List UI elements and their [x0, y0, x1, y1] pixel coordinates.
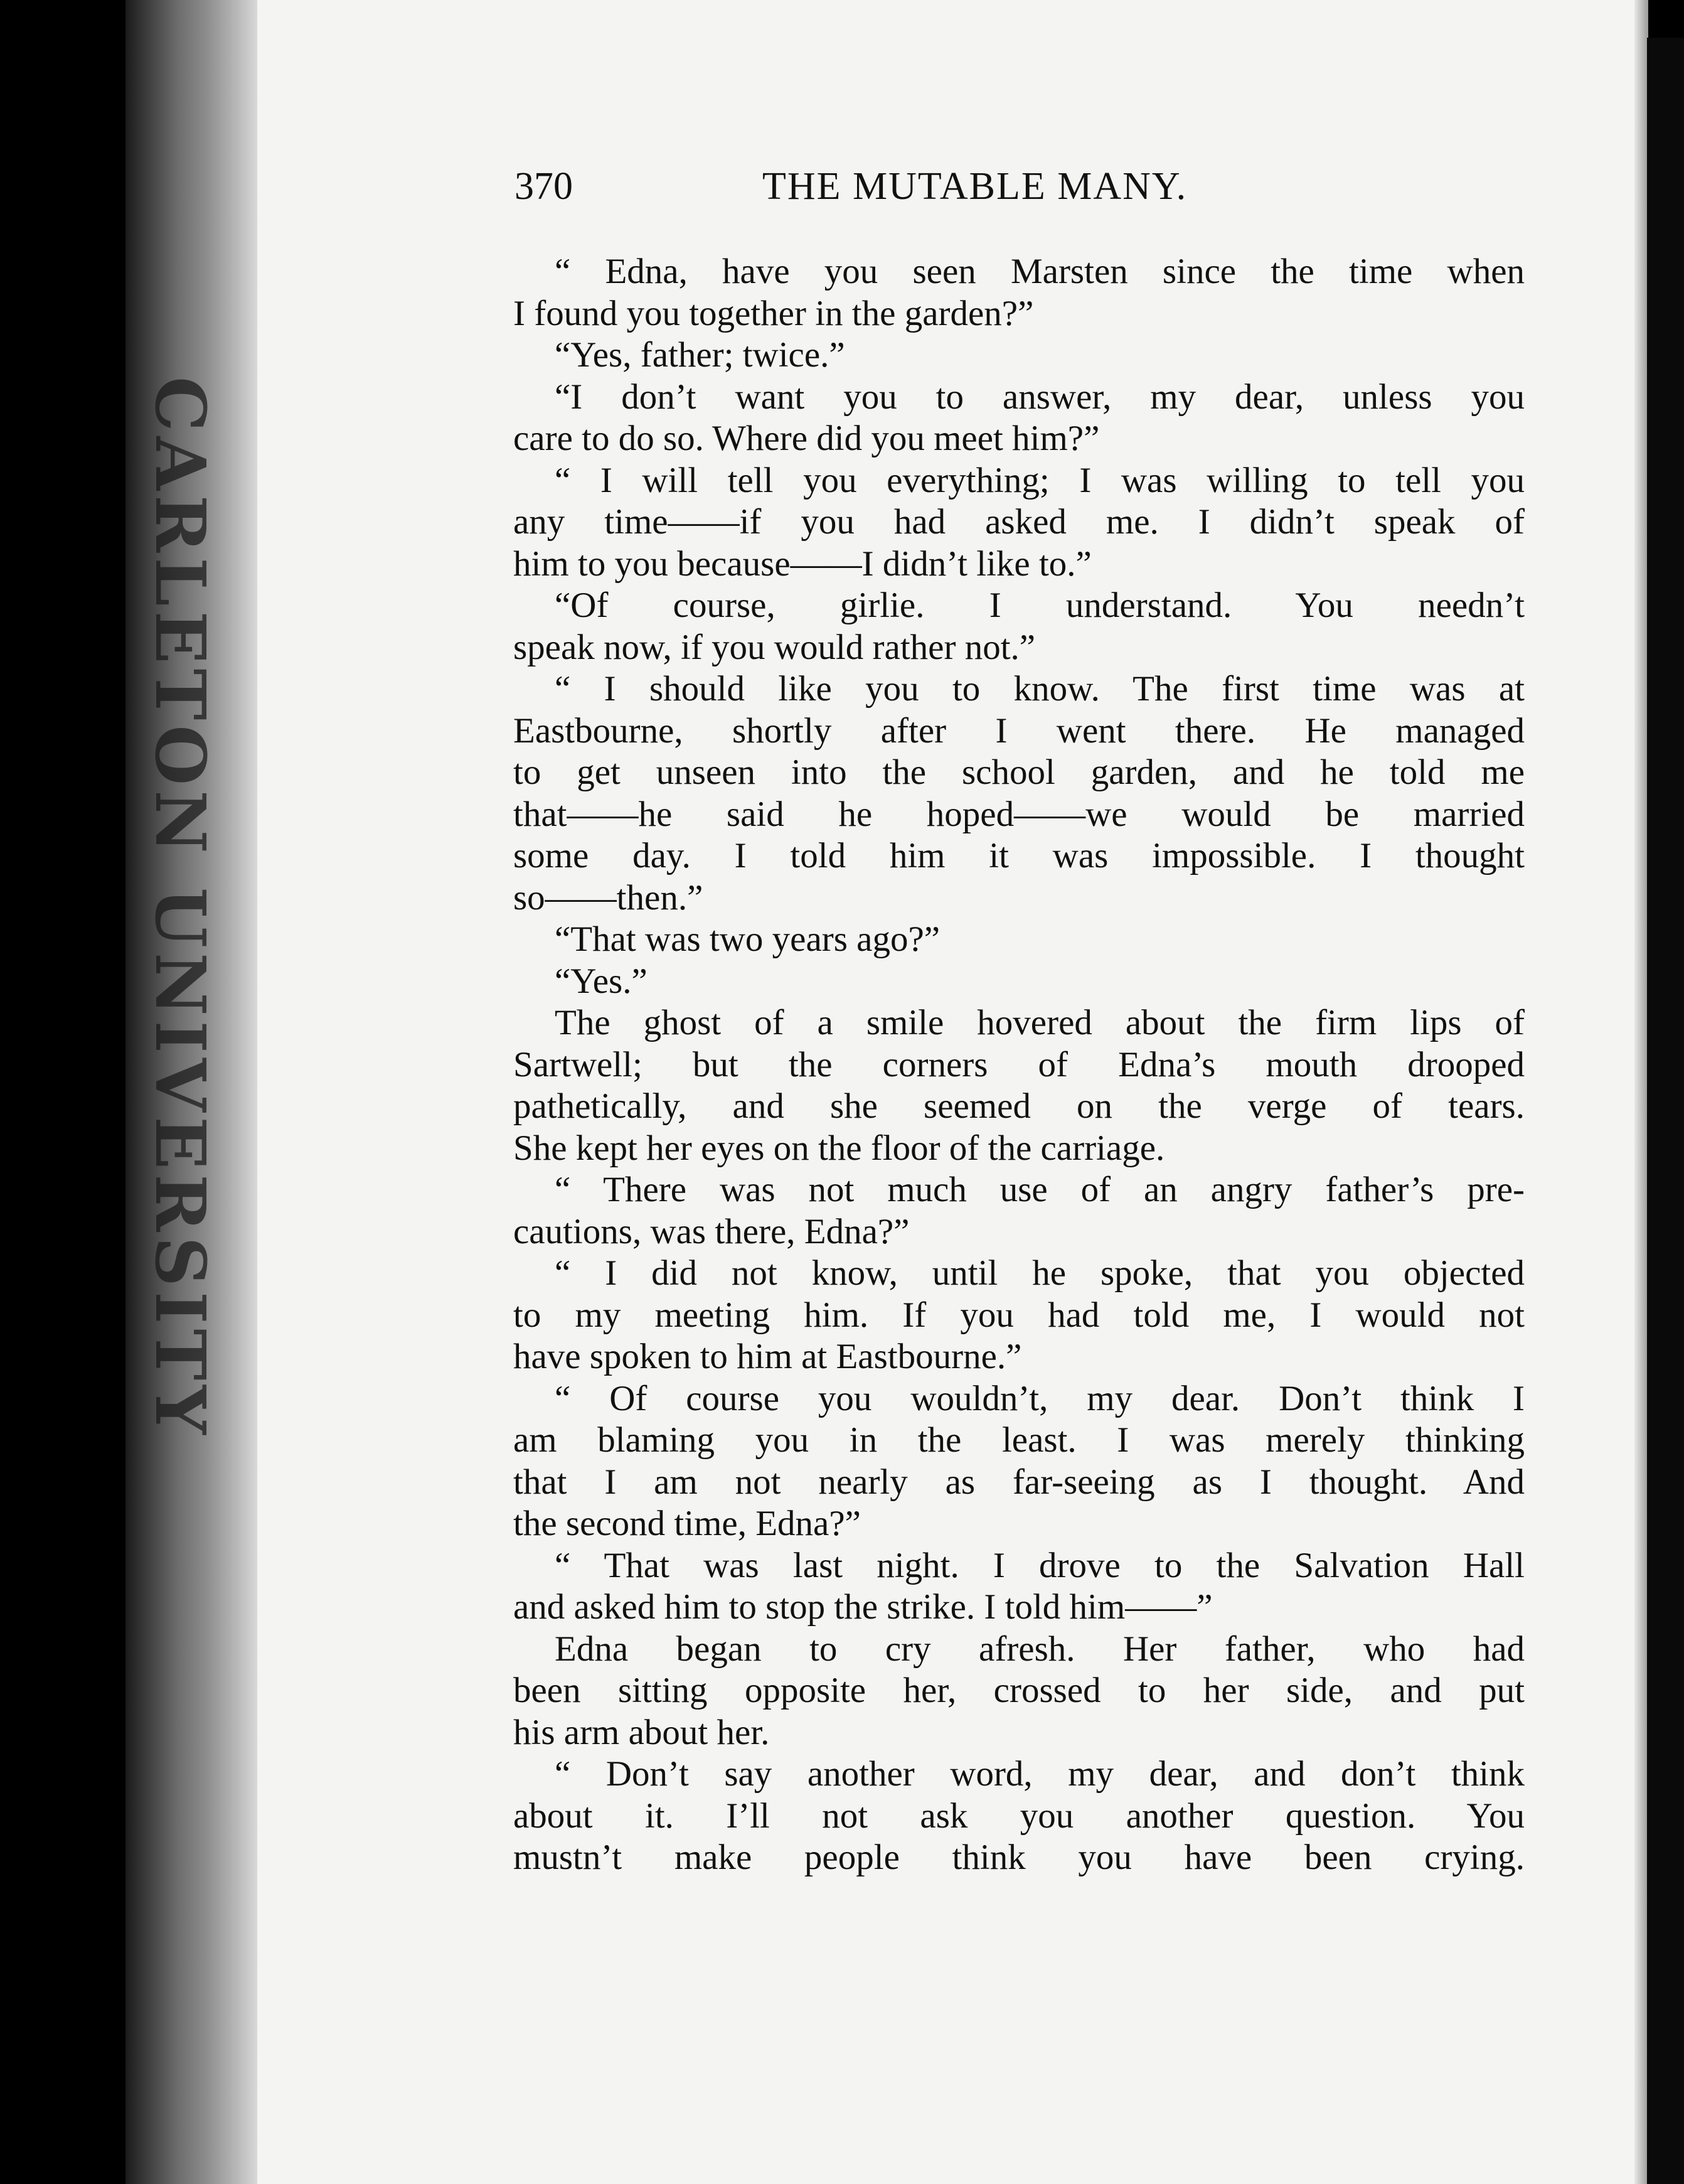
text-line: about it. I’ll not ask you another question. You: [513, 1796, 1525, 1836]
text-line: “Of course, girlie. I understand. You needn’t: [555, 586, 1525, 625]
text-line: some day. I told him it was impossible. I thought: [513, 836, 1525, 875]
text-line: that I am not nearly as far-seeing as I thought. And: [513, 1462, 1525, 1502]
text-line: “Yes.”: [555, 961, 647, 1001]
text-line: any time——if you had asked me. I didn’t speak of: [513, 502, 1525, 542]
text-line: have spoken to him at Eastbourne.”: [513, 1337, 1022, 1376]
text-line: so——then.”: [513, 877, 703, 918]
page-number: 370: [514, 165, 573, 208]
text-line: She kept her eyes on the floor of the carriage.: [513, 1128, 1165, 1168]
text-line: speak now, if you would rather not.”: [513, 627, 1036, 667]
scan-right-border: [1647, 38, 1684, 2184]
text-line: him to you because——I didn’t like to.”: [513, 543, 1092, 584]
text-line: been sitting opposite her, crossed to her side, and put: [513, 1671, 1525, 1710]
text-line: “That was two years ago?”: [555, 919, 941, 959]
text-line: to get unseen into the school garden, and he told me: [513, 752, 1525, 792]
text-line: “Yes, father; twice.”: [555, 335, 845, 375]
text-line: to my meeting him. If you had told me, I would not: [513, 1295, 1525, 1335]
text-line: “ I should like you to know. The first time was at: [555, 669, 1525, 709]
text-line: care to do so. Where did you meet him?”: [513, 419, 1100, 458]
page-header: [514, 164, 1525, 221]
text-line: “ Of course you wouldn’t, my dear. Don’t think I: [555, 1378, 1525, 1418]
text-line: The ghost of a smile hovered about the firm lips of: [555, 1003, 1525, 1042]
text-line: “ Edna, have you seen Marsten since the time when: [555, 252, 1525, 291]
library-spine-stamp: CARLETON UNIVERSITY: [140, 377, 221, 1440]
text-line: mustn’t make people think you have been crying.: [513, 1838, 1525, 1877]
page-fold-shadow: [1634, 0, 1648, 2184]
text-line: “ I will tell you everything; I was willing to tell you: [555, 460, 1525, 500]
text-line: “ I did not know, until he spoke, that you objected: [555, 1253, 1525, 1293]
running-title: THE MUTABLE MANY.: [762, 165, 1188, 208]
text-line: “I don’t want you to answer, my dear, unless you: [555, 377, 1525, 417]
text-line: the second time, Edna?”: [513, 1504, 861, 1543]
text-line: cautions, was there, Edna?”: [513, 1211, 910, 1251]
text-line: “ That was last night. I drove to the Salvation Hall: [555, 1545, 1525, 1585]
text-line: pathetically, and she seemed on the verge of tears.: [513, 1086, 1525, 1126]
text-line: and asked him to stop the strike. I told him——”: [513, 1587, 1213, 1627]
text-line: his arm about her.: [513, 1712, 770, 1752]
text-line: Sartwell; but the corners of Edna’s mouth drooped: [513, 1044, 1525, 1084]
text-line: “ Don’t say another word, my dear, and don’t think: [555, 1754, 1525, 1794]
text-line: “ There was not much use of an angry father’s pre-: [555, 1170, 1525, 1209]
text-line: Edna began to cry afresh. Her father, who had: [555, 1629, 1525, 1669]
body-text: [513, 251, 1525, 1879]
text-line: that——he said he hoped——we would be married: [513, 794, 1525, 834]
text-line: I found you together in the garden?”: [513, 293, 1034, 333]
text-line: Eastbourne, shortly after I went there. He managed: [513, 710, 1525, 751]
text-line: am blaming you in the least. I was merely thinking: [513, 1420, 1525, 1460]
